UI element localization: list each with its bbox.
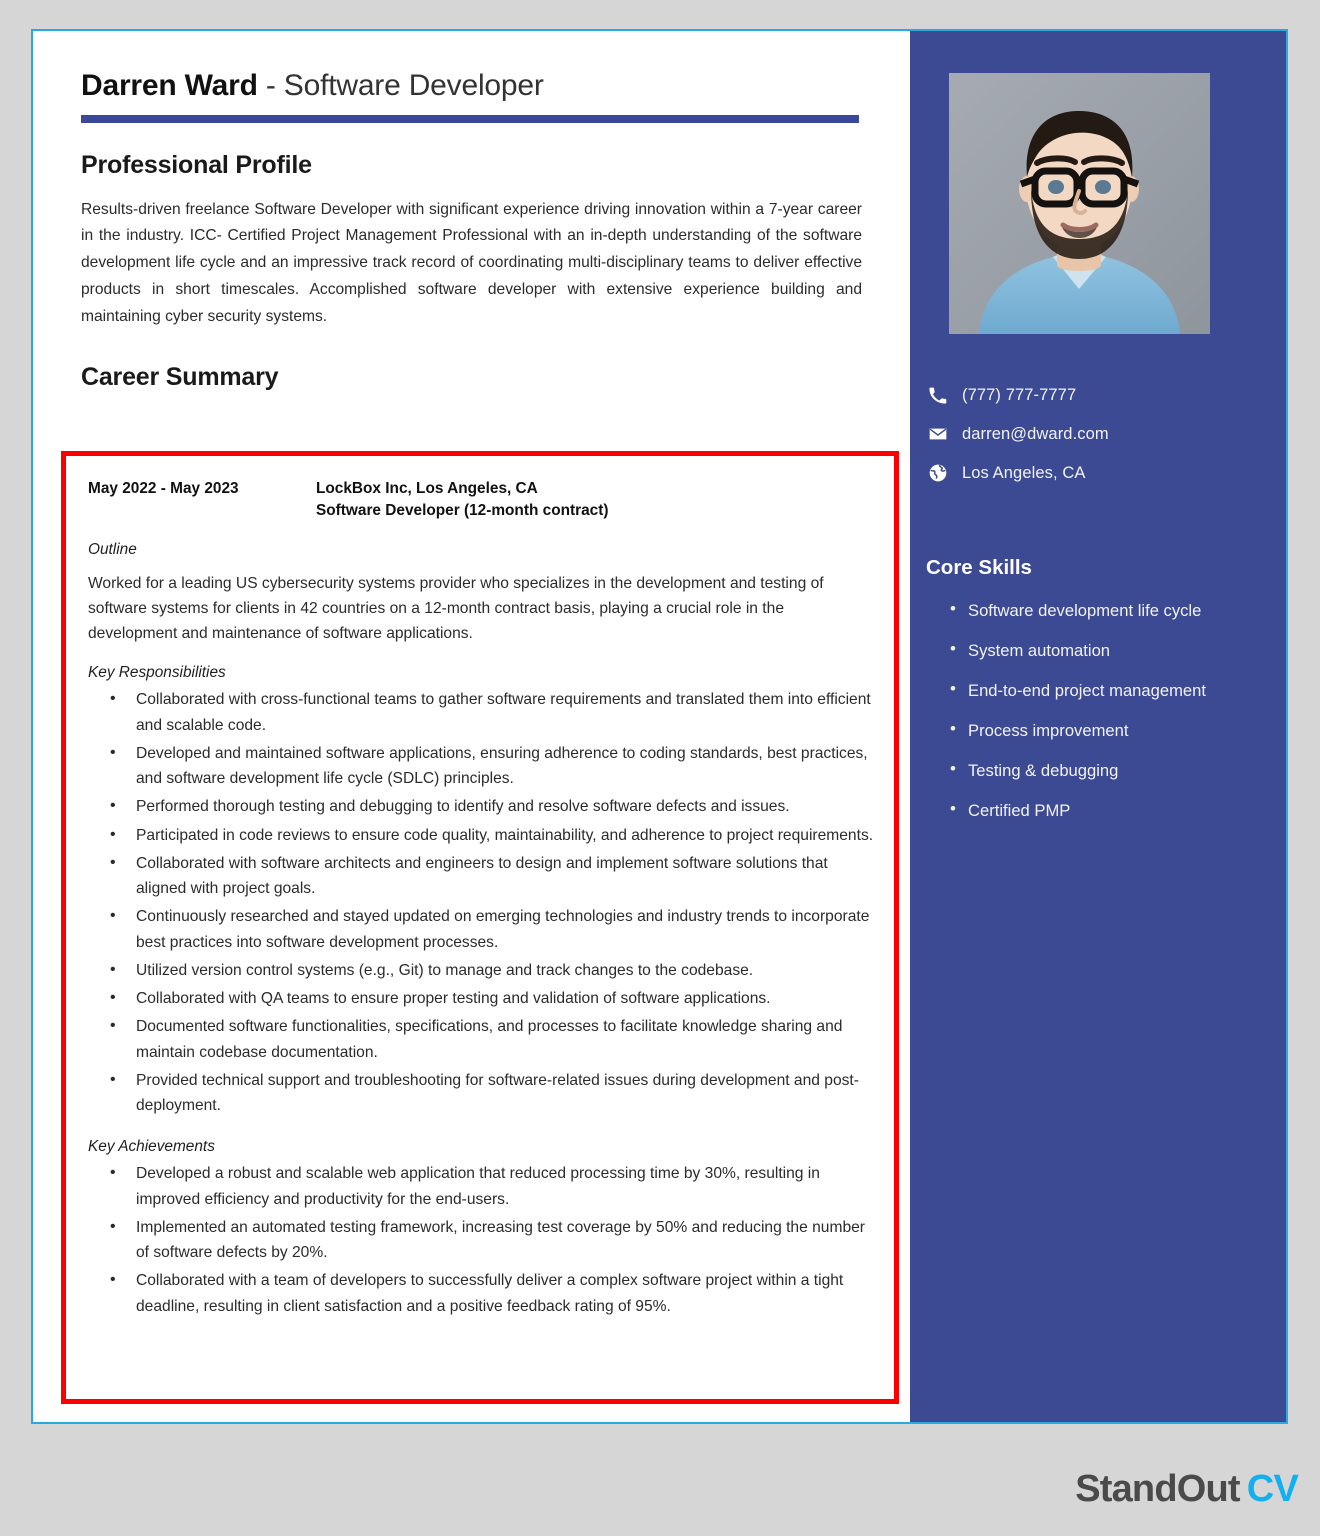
list-item: • Developed a robust and scalable web application that reduced processing time by 30%, resulting in improved efficiency and productivity for the end-users. <box>108 1161 874 1212</box>
section-heading-core-skills: Core Skills <box>926 556 1032 579</box>
key-responsibilities-list <box>88 687 874 1118</box>
job-company: LockBox Inc, Los Angeles, CA <box>316 480 538 497</box>
job-title: Software Developer (12-month contract) <box>316 502 609 520</box>
key-achievements-label: Key Achievements <box>88 1138 215 1156</box>
title-underline-rule <box>81 115 859 123</box>
cv-main-column <box>33 31 910 1422</box>
phone-icon <box>926 386 962 405</box>
job-company-and-title <box>316 478 874 523</box>
list-item: • Provided technical support and troubleshooting for software-related issues during development and post-deployment. <box>108 1068 874 1119</box>
contact-email[interactable] <box>926 424 1276 444</box>
list-item: • Testing & debugging <box>928 761 1278 781</box>
outline-label: Outline <box>88 540 137 558</box>
list-item: • Process improvement <box>928 721 1278 741</box>
page-title <box>81 69 910 104</box>
candidate-name: Darren Ward <box>81 69 258 102</box>
email-address: darren@dward.com <box>962 424 1109 443</box>
list-item: • Collaborated with a team of developers to successfully deliver a complex software project within a tight deadline, resulting in client satisfaction and a positive feedback rating of 95%. <box>108 1268 874 1319</box>
contact-details <box>926 386 1276 502</box>
list-item: • Implemented an automated testing framework, increasing test coverage by 50% and reducing the number of software defects by 20%. <box>108 1215 874 1266</box>
list-item: • Performed thorough testing and debugging to identify and resolve software defects and issues. <box>108 794 874 819</box>
list-item: • End-to-end project management <box>928 681 1278 701</box>
list-item: • Collaborated with cross-functional teams to gather software requirements and translated them into efficient and scalable code. <box>108 687 874 738</box>
list-item: • Documented software functionalities, specifications, and processes to facilitate knowledge sharing and maintain codebase documentation. <box>108 1014 874 1065</box>
cv-sidebar <box>910 31 1286 1422</box>
list-item: • Collaborated with software architects and engineers to design and implement software solutions that aligned with project goals. <box>108 851 874 902</box>
avatar <box>949 73 1210 334</box>
job-header <box>88 478 874 523</box>
highlighted-experience-box <box>61 451 899 1404</box>
section-heading-professional-profile: Professional Profile <box>81 150 312 179</box>
location-text: Los Angeles, CA <box>962 463 1086 482</box>
logo-standout-text: StandOut <box>1075 1468 1240 1510</box>
outline-text: Worked for a leading US cybersecurity systems provider who specializes in the development and testing of software systems for clients in 42 countries on a 12-month contract basis, playing a crucial role in the development and maintenance of software applications. <box>88 574 824 643</box>
cv-page <box>31 29 1288 1424</box>
list-item: • Utilized version control systems (e.g., Git) to manage and track changes to the codebase. <box>108 958 874 983</box>
globe-icon <box>926 463 962 483</box>
title-separator: - <box>257 69 284 102</box>
job-dates: May 2022 - May 2023 <box>88 480 239 497</box>
list-item: • Software development life cycle <box>928 601 1278 621</box>
section-heading-career-summary: Career Summary <box>81 362 279 391</box>
phone-number: (777) 777-7777 <box>962 386 1077 404</box>
core-skills-list <box>928 601 1278 840</box>
key-achievements-list <box>88 1161 874 1319</box>
candidate-role: Software Developer <box>283 69 544 102</box>
list-item: • Continuously researched and stayed updated on emerging technologies and industry trends to incorporate best practices into software development processes. <box>108 904 874 955</box>
logo-cv-text: CV <box>1246 1468 1298 1510</box>
envelope-icon <box>926 424 962 444</box>
key-responsibilities-label: Key Responsibilities <box>88 664 226 682</box>
contact-phone[interactable] <box>926 386 1276 405</box>
standout-cv-logo[interactable] <box>1075 1468 1298 1511</box>
profile-photo-illustration <box>949 73 1210 334</box>
list-item: • System automation <box>928 641 1278 661</box>
list-item: • Collaborated with QA teams to ensure proper testing and validation of software applications. <box>108 986 874 1011</box>
list-item: • Certified PMP <box>928 801 1278 821</box>
list-item: • Developed and maintained software applications, ensuring adherence to coding standards, best practices, and software development life cycle (SDLC) principles. <box>108 741 874 792</box>
list-item: • Participated in code reviews to ensure code quality, maintainability, and adherence to project requirements. <box>108 823 874 848</box>
professional-profile-text: Results-driven freelance Software Developer with significant experience driving innovation within a 7-year career in the industry. ICC- Certified Project Management Professional with an in-depth understanding of the software development life cycle and an impressive track record of coordinating multi-disciplinary teams to deliver effective products in short timescales. Accomplished software developer with extensive experience building and maintaining cyber security systems. <box>81 200 862 325</box>
contact-location[interactable] <box>926 463 1276 483</box>
